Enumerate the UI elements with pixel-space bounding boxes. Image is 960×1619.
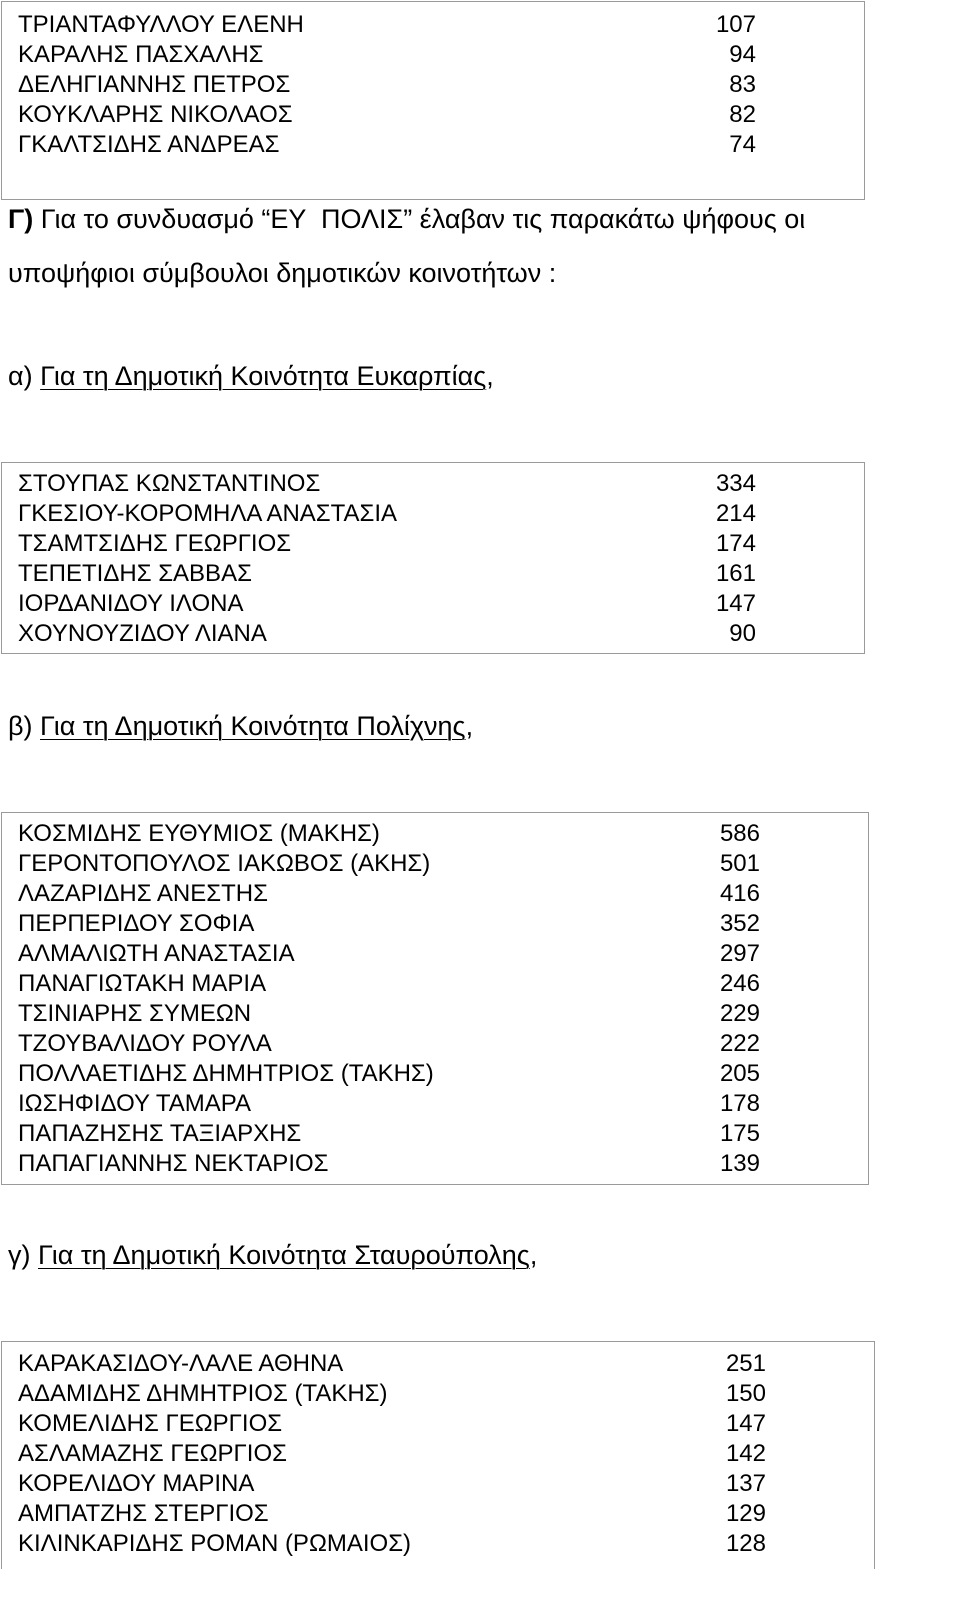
candidate-votes: 334 [715,470,756,497]
candidate-votes: 129 [725,1500,766,1527]
candidate-votes: 83 [729,71,756,98]
candidate-name: ΤΣΑΜΤΣΙΔΗΣ ΓΕΩΡΓΙΟΣ [18,530,292,557]
table-row [2,879,868,909]
candidate-name: ΣΤΟΥΠΑΣ ΚΩΝΣΤΑΝΤΙΝΟΣ [18,470,321,497]
table-row [2,1379,874,1409]
candidate-name: ΠΑΠΑΖΗΣΗΣ ΤΑΞΙΑΡΧΗΣ [18,1120,302,1147]
candidate-name: ΚΑΡΑΛΗΣ ΠΑΣΧΑΛΗΣ [18,41,264,68]
candidate-votes: 137 [725,1470,766,1497]
section-g-text-1: Για το συνδυασμό “ΕΥ ΠΟΛΙΣ” έλαβαν τις παρακάτω ψήφους οι [33,204,806,234]
sub-a-suffix: , [486,361,494,391]
section-g-label: Γ) [8,204,34,234]
sub-c-title: Για τη Δημοτική Κοινότητα Σταυρούπολης [38,1240,530,1270]
candidate-votes: 246 [719,970,760,997]
table-row [2,999,868,1029]
candidates-box-top [1,1,865,200]
table-row [2,70,864,100]
candidate-name: ΤΖΟΥΒΑΛΙΔΟΥ ΡΟΥΛΑ [18,1030,272,1057]
candidate-votes: 214 [715,500,756,527]
table-row [2,1409,874,1439]
candidate-name: ΠΑΝΑΓΙΩΤΑΚΗ ΜΑΡΙΑ [18,970,267,997]
table-row [2,939,868,969]
table-row [2,909,868,939]
candidate-name: ΓΕΡΟΝΤΟΠΟΥΛΟΣ ΙΑΚΩΒΟΣ (ΑΚΗΣ) [18,850,431,877]
candidate-votes: 82 [729,101,756,128]
table-row [2,1059,868,1089]
section-g-line-2 [8,256,556,290]
table-row [2,559,864,589]
candidate-name: ΙΩΣΗΦΙΔΟΥ ΤΑΜΑΡΑ [18,1090,251,1117]
candidate-votes: 586 [719,820,760,847]
candidate-name: ΑΣΛΑΜΑΖΗΣ ΓΕΩΡΓΙΟΣ [18,1440,287,1467]
candidate-name: ΠΟΛΛΑΕΤΙΔΗΣ ΔΗΜΗΤΡΙΟΣ (ΤΑΚΗΣ) [18,1060,434,1087]
candidate-votes: 150 [725,1380,766,1407]
sub-c-heading [8,1238,537,1272]
candidates-box-a [1,462,865,654]
candidate-votes: 251 [725,1350,766,1377]
sub-b-heading [8,709,473,743]
table-row [2,1469,874,1499]
table-row [2,40,864,70]
candidate-name: ΠΕΡΠΕΡΙΔΟΥ ΣΟΦΙΑ [18,910,255,937]
table-row [2,1529,874,1559]
candidate-votes: 297 [719,940,760,967]
candidate-name: ΚΙΛΙΝΚΑΡΙΔΗΣ ΡΟΜΑΝ (ΡΩΜΑΙΟΣ) [18,1530,412,1557]
table-row [2,969,868,999]
table-row [2,589,864,619]
candidate-votes: 352 [719,910,760,937]
candidate-votes: 175 [719,1120,760,1147]
candidate-name: ΓΚΑΛΤΣΙΔΗΣ ΑΝΔΡΕΑΣ [18,131,280,158]
candidate-name: ΓΚΕΣΙΟΥ-ΚΟΡΟΜΗΛΑ ΑΝΑΣΤΑΣΙΑ [18,500,398,527]
table-row [2,1349,874,1379]
sub-a-heading [8,359,494,393]
candidate-votes: 222 [719,1030,760,1057]
table-row [2,1499,874,1529]
table-row [2,469,864,499]
table-row [2,499,864,529]
candidate-votes: 142 [725,1440,766,1467]
candidate-votes: 161 [715,560,756,587]
candidate-votes: 147 [715,590,756,617]
sub-c-suffix: , [529,1240,538,1270]
candidate-name: ΙΟΡΔΑΝΙΔΟΥ ΙΛΟΝΑ [18,590,244,617]
sub-a-prefix: α) [8,361,41,391]
candidate-votes: 128 [725,1530,766,1557]
candidate-name: ΑΜΠΑΤΖΗΣ ΣΤΕΡΓΙΟΣ [18,1500,269,1527]
candidate-name: ΚΟΥΚΛΑΡΗΣ ΝΙΚΟΛΑΟΣ [18,101,293,128]
table-row [2,529,864,559]
candidate-votes: 174 [715,530,756,557]
candidate-name: ΑΔΑΜΙΔΗΣ ΔΗΜΗΤΡΙΟΣ (ΤΑΚΗΣ) [18,1380,388,1407]
sub-b-prefix: β) [8,711,41,741]
sub-b-title: Για τη Δημοτική Κοινότητα Πολίχνης [40,711,466,741]
candidate-name: ΚΟΡΕΛΙΔΟΥ ΜΑΡΙΝΑ [18,1470,255,1497]
table-row [2,849,868,879]
table-row [2,10,864,40]
candidate-name: ΚΟΜΕΛΙΔΗΣ ΓΕΩΡΓΙΟΣ [18,1410,283,1437]
table-row [2,1029,868,1059]
candidate-name: ΤΡΙΑΝΤΑΦΥΛΛΟΥ ΕΛΕΝΗ [18,11,304,38]
candidate-votes: 90 [729,620,756,647]
table-row [2,130,864,160]
candidate-name: ΚΟΣΜΙΔΗΣ ΕΥΘΥΜΙΟΣ (ΜΑΚΗΣ) [18,820,380,847]
candidate-name: ΤΣΙΝΙΑΡΗΣ ΣΥΜΕΩΝ [18,1000,252,1027]
candidate-name: ΔΕΛΗΓΙΑΝΝΗΣ ΠΕΤΡΟΣ [18,71,291,98]
candidate-name: ΚΑΡΑΚΑΣΙΔΟΥ-ΛΑΛΕ ΑΘΗΝΑ [18,1350,344,1377]
section-g-line-1 [8,202,805,236]
candidate-name: ΑΛΜΑΛΙΩΤΗ ΑΝΑΣΤΑΣΙΑ [18,940,295,967]
candidate-votes: 147 [725,1410,766,1437]
candidate-votes: 229 [719,1000,760,1027]
table-row [2,619,864,649]
candidate-votes: 94 [729,41,756,68]
candidate-name: ΧΟΥΝΟΥΖΙΔΟΥ ΛΙΑΝΑ [18,620,267,647]
table-row [2,1439,874,1469]
candidate-votes: 107 [715,11,756,38]
candidate-votes: 139 [719,1150,760,1177]
table-row [2,1119,868,1149]
candidate-votes: 178 [719,1090,760,1117]
candidates-box-b [1,812,869,1185]
table-row [2,1089,868,1119]
candidate-name: ΠΑΠΑΓΙΑΝΝΗΣ ΝΕΚΤΑΡΙΟΣ [18,1150,329,1177]
sub-c-prefix: γ) [8,1240,38,1270]
candidate-name: ΛΑΖΑΡΙΔΗΣ ΑΝΕΣΤΗΣ [18,880,268,907]
candidate-name: ΤΕΠΕΤΙΔΗΣ ΣΑΒΒΑΣ [18,560,252,587]
candidate-votes: 416 [719,880,760,907]
candidate-votes: 501 [719,850,760,877]
section-g-text-2: υποψήφιοι σύμβουλοι δημοτικών κοινοτήτων : [8,258,557,288]
table-row [2,819,868,849]
table-row [2,100,864,130]
candidates-box-c [1,1341,875,1569]
candidate-votes: 205 [719,1060,760,1087]
candidate-votes: 74 [729,131,756,158]
sub-b-suffix: , [465,711,474,741]
sub-a-title: Για τη Δημοτική Κοινότητα Ευκαρπίας [40,361,487,391]
table-row [2,1149,868,1179]
